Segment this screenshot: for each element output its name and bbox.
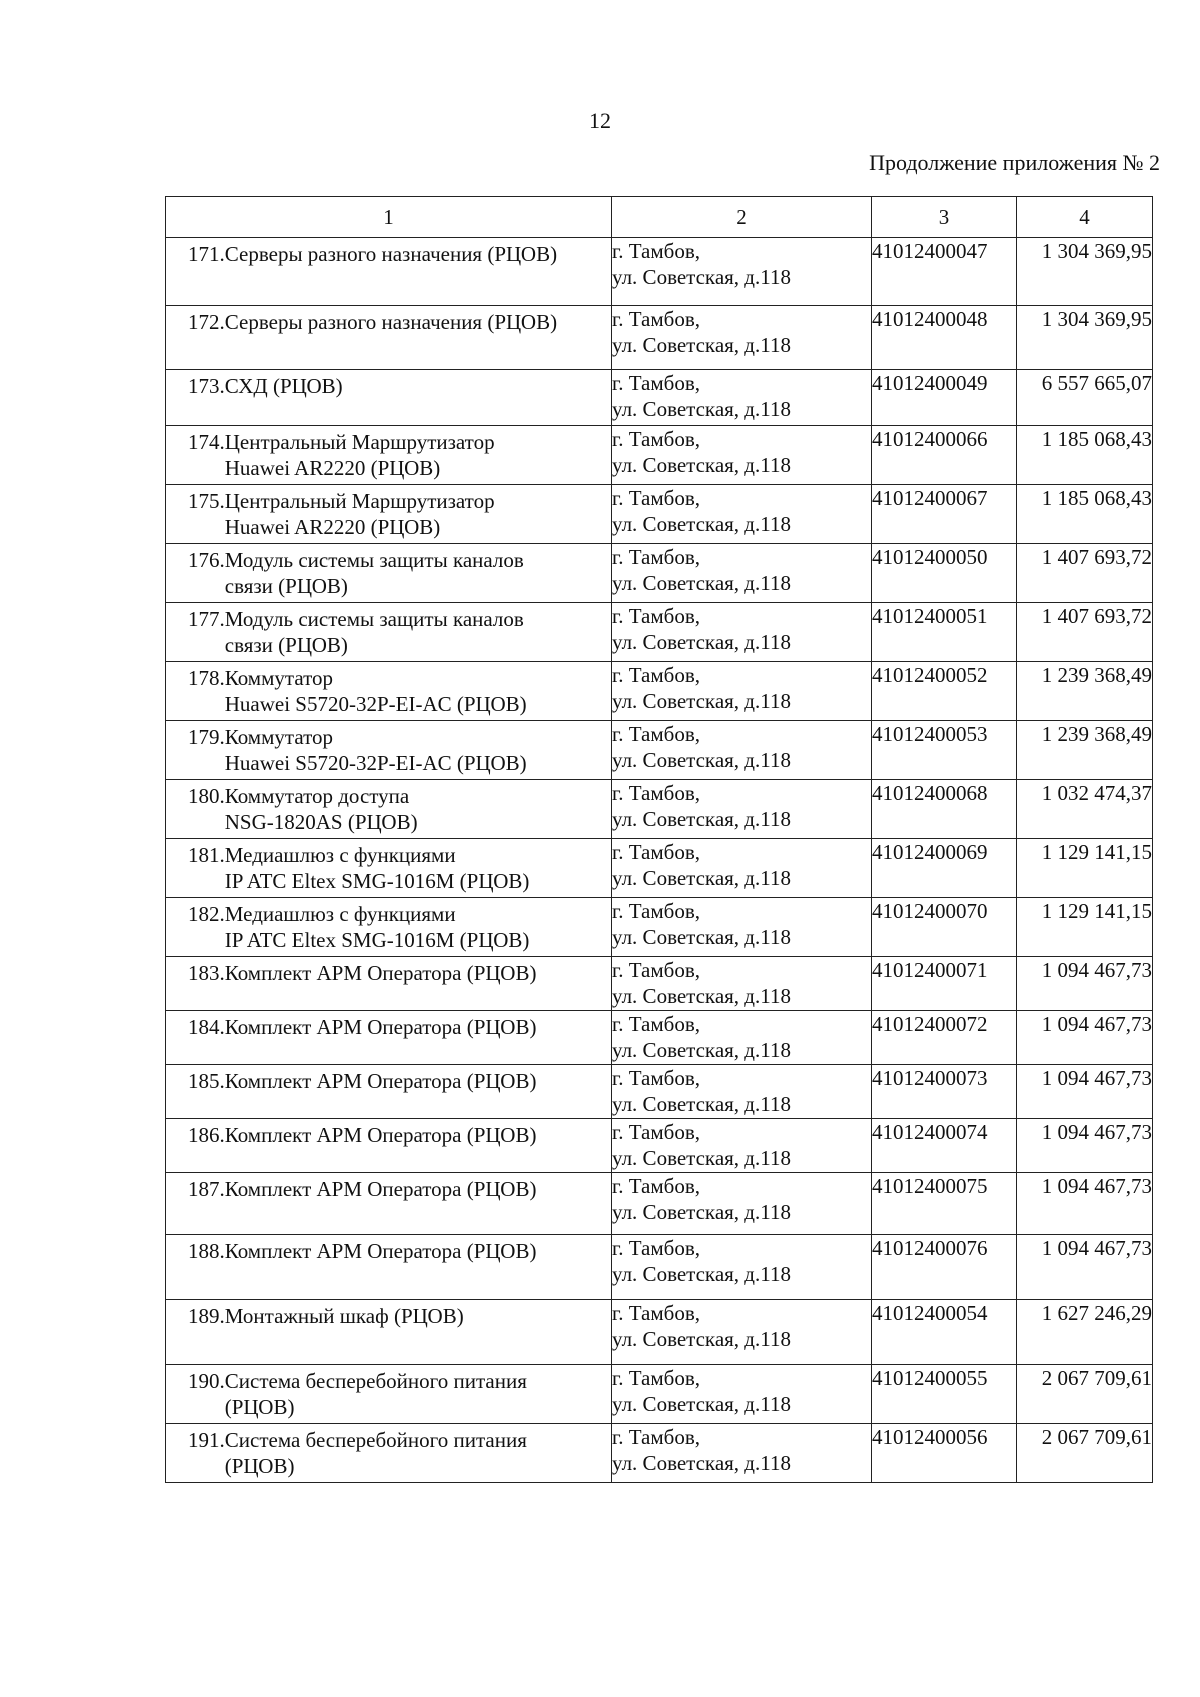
row-number: 174. [188, 430, 225, 454]
item-cost: 1 304 369,95 [1017, 306, 1153, 370]
item-address: г. Тамбов, ул. Советская, д.118 [612, 898, 872, 957]
table-row [166, 1235, 1153, 1300]
item-cell [166, 839, 612, 898]
inventory-number: 41012400055 [872, 1365, 1017, 1424]
item-cost: 1 407 693,72 [1017, 603, 1153, 662]
inventory-number: 41012400052 [872, 662, 1017, 721]
item-address: г. Тамбов, ул. Советская, д.118 [612, 238, 872, 306]
table-row [166, 544, 1153, 603]
item-cost: 6 557 665,07 [1017, 370, 1153, 426]
item-name: Серверы разного назначения (РЦОВ) [224, 310, 558, 334]
column-header-3: 3 [872, 197, 1017, 238]
row-number: 180. [188, 784, 225, 808]
item-address: г. Тамбов, ул. Советская, д.118 [612, 1300, 872, 1365]
inventory-number: 41012400053 [872, 721, 1017, 780]
inventory-number: 41012400050 [872, 544, 1017, 603]
table-row [166, 1424, 1153, 1483]
table-header-row [166, 197, 1153, 238]
inventory-number: 41012400054 [872, 1300, 1017, 1365]
item-name: Модуль системы защиты каналов связи (РЦОВ) [224, 548, 524, 598]
item-address: г. Тамбов, ул. Советская, д.118 [612, 370, 872, 426]
item-cell [166, 1119, 612, 1173]
item-name: Система бесперебойного питания (РЦОВ) [224, 1369, 527, 1419]
item-address: г. Тамбов, ул. Советская, д.118 [612, 839, 872, 898]
item-cell [166, 1365, 612, 1424]
item-name: Коммутатор Huawei S5720-32P-EI-AC (РЦОВ) [224, 666, 527, 716]
item-address: г. Тамбов, ул. Советская, д.118 [612, 485, 872, 544]
row-number: 172. [188, 310, 225, 334]
row-number: 188. [188, 1239, 225, 1263]
inventory-number: 41012400075 [872, 1173, 1017, 1235]
item-address: г. Тамбов, ул. Советская, д.118 [612, 1424, 872, 1483]
item-cell [166, 544, 612, 603]
item-cost: 1 185 068,43 [1017, 426, 1153, 485]
row-number: 190. [188, 1369, 225, 1393]
item-name: Коммутатор доступа NSG-1820AS (РЦОВ) [224, 784, 418, 834]
item-cell [166, 1065, 612, 1119]
table-row [166, 780, 1153, 839]
item-address: г. Тамбов, ул. Советская, д.118 [612, 1173, 872, 1235]
inventory-number: 41012400072 [872, 1011, 1017, 1065]
inventory-number: 41012400074 [872, 1119, 1017, 1173]
item-address: г. Тамбов, ул. Советская, д.118 [612, 1119, 872, 1173]
table-row [166, 1011, 1153, 1065]
item-cost: 1 239 368,49 [1017, 721, 1153, 780]
inventory-number: 41012400076 [872, 1235, 1017, 1300]
row-number: 182. [188, 902, 225, 926]
row-number: 175. [188, 489, 225, 513]
row-number: 186. [188, 1123, 225, 1147]
item-address: г. Тамбов, ул. Советская, д.118 [612, 603, 872, 662]
item-address: г. Тамбов, ул. Советская, д.118 [612, 1365, 872, 1424]
inventory-number: 41012400073 [872, 1065, 1017, 1119]
item-name: Центральный Маршрутизатор Huawei AR2220 (РЦОВ) [224, 489, 495, 539]
table-row [166, 1065, 1153, 1119]
column-header-2: 2 [612, 197, 872, 238]
item-name: Комплект АРМ Оператора (РЦОВ) [224, 1069, 537, 1093]
row-number: 189. [188, 1304, 225, 1328]
table-row [166, 839, 1153, 898]
item-name: Монтажный шкаф (РЦОВ) [224, 1304, 464, 1328]
item-cost: 1 627 246,29 [1017, 1300, 1153, 1365]
item-address: г. Тамбов, ул. Советская, д.118 [612, 780, 872, 839]
item-cell [166, 1300, 612, 1365]
item-cell [166, 780, 612, 839]
item-cost: 1 094 467,73 [1017, 1119, 1153, 1173]
item-cell [166, 1173, 612, 1235]
inventory-number: 41012400066 [872, 426, 1017, 485]
table-row [166, 238, 1153, 306]
row-number: 184. [188, 1015, 225, 1039]
table-row [166, 1365, 1153, 1424]
row-number: 185. [188, 1069, 225, 1093]
item-name: Центральный Маршрутизатор Huawei AR2220 (РЦОВ) [224, 430, 495, 480]
item-address: г. Тамбов, ул. Советская, д.118 [612, 306, 872, 370]
item-name: Система бесперебойного питания (РЦОВ) [224, 1428, 527, 1478]
row-number: 183. [188, 961, 225, 985]
table-row [166, 898, 1153, 957]
table-row [166, 721, 1153, 780]
item-cost: 1 094 467,73 [1017, 1173, 1153, 1235]
table-row [166, 426, 1153, 485]
item-cost: 1 239 368,49 [1017, 662, 1153, 721]
row-number: 187. [188, 1177, 225, 1201]
row-number: 178. [188, 666, 225, 690]
item-address: г. Тамбов, ул. Советская, д.118 [612, 957, 872, 1011]
table-row [166, 1173, 1153, 1235]
item-address: г. Тамбов, ул. Советская, д.118 [612, 1011, 872, 1065]
item-cost: 1 407 693,72 [1017, 544, 1153, 603]
item-cost: 1 129 141,15 [1017, 898, 1153, 957]
table-row [166, 957, 1153, 1011]
inventory-number: 41012400056 [872, 1424, 1017, 1483]
item-address: г. Тамбов, ул. Советская, д.118 [612, 662, 872, 721]
item-name: Коммутатор Huawei S5720-32P-EI-AC (РЦОВ) [224, 725, 527, 775]
inventory-number: 41012400047 [872, 238, 1017, 306]
item-name: Серверы разного назначения (РЦОВ) [224, 242, 558, 266]
inventory-number: 41012400071 [872, 957, 1017, 1011]
appendix-continuation-title: Продолжение приложения № 2 [869, 150, 1160, 175]
item-name: Медиашлюз с функциями IP ATC Eltex SMG-1016M (РЦОВ) [224, 843, 530, 893]
row-number: 181. [188, 843, 225, 867]
row-number: 191. [188, 1428, 225, 1452]
row-number: 173. [188, 374, 225, 398]
inventory-number: 41012400048 [872, 306, 1017, 370]
item-cost: 1 185 068,43 [1017, 485, 1153, 544]
item-cost: 2 067 709,61 [1017, 1365, 1153, 1424]
row-number: 179. [188, 725, 225, 749]
item-address: г. Тамбов, ул. Советская, д.118 [612, 1065, 872, 1119]
item-name: Медиашлюз с функциями IP ATC Eltex SMG-1016M (РЦОВ) [224, 902, 530, 952]
item-name: СХД (РЦОВ) [224, 374, 343, 398]
item-cell [166, 1011, 612, 1065]
item-cell [166, 662, 612, 721]
item-cost: 1 094 467,73 [1017, 1065, 1153, 1119]
table-row [166, 1119, 1153, 1173]
item-cell [166, 485, 612, 544]
item-cost: 2 067 709,61 [1017, 1424, 1153, 1483]
item-name: Комплект АРМ Оператора (РЦОВ) [224, 1123, 537, 1147]
item-cell [166, 898, 612, 957]
item-address: г. Тамбов, ул. Советская, д.118 [612, 1235, 872, 1300]
item-name: Комплект АРМ Оператора (РЦОВ) [224, 1177, 537, 1201]
item-name: Комплект АРМ Оператора (РЦОВ) [224, 1015, 537, 1039]
table-row [166, 662, 1153, 721]
row-number: 171. [188, 242, 225, 266]
item-cell [166, 306, 612, 370]
table-row [166, 370, 1153, 426]
table-row [166, 603, 1153, 662]
item-cell [166, 957, 612, 1011]
item-cell [166, 426, 612, 485]
item-cell [166, 238, 612, 306]
item-cell [166, 370, 612, 426]
item-cell [166, 1235, 612, 1300]
item-address: г. Тамбов, ул. Советская, д.118 [612, 426, 872, 485]
item-cost: 1 129 141,15 [1017, 839, 1153, 898]
column-header-4: 4 [1017, 197, 1153, 238]
page-number: 12 [589, 108, 611, 133]
inventory-number: 41012400067 [872, 485, 1017, 544]
inventory-number: 41012400070 [872, 898, 1017, 957]
row-number: 176. [188, 548, 225, 572]
item-cell [166, 721, 612, 780]
inventory-number: 41012400051 [872, 603, 1017, 662]
table-row [166, 306, 1153, 370]
item-cost: 1 032 474,37 [1017, 780, 1153, 839]
item-cost: 1 094 467,73 [1017, 1235, 1153, 1300]
item-cost: 1 094 467,73 [1017, 957, 1153, 1011]
item-name: Комплект АРМ Оператора (РЦОВ) [224, 1239, 537, 1263]
inventory-number: 41012400068 [872, 780, 1017, 839]
item-address: г. Тамбов, ул. Советская, д.118 [612, 544, 872, 603]
item-name: Комплект АРМ Оператора (РЦОВ) [224, 961, 537, 985]
property-table [165, 196, 1153, 1483]
item-cost: 1 304 369,95 [1017, 238, 1153, 306]
table-row [166, 485, 1153, 544]
inventory-number: 41012400049 [872, 370, 1017, 426]
table-row [166, 1300, 1153, 1365]
item-address: г. Тамбов, ул. Советская, д.118 [612, 721, 872, 780]
item-name: Модуль системы защиты каналов связи (РЦОВ) [224, 607, 524, 657]
item-cell [166, 603, 612, 662]
item-cost: 1 094 467,73 [1017, 1011, 1153, 1065]
inventory-number: 41012400069 [872, 839, 1017, 898]
item-cell [166, 1424, 612, 1483]
row-number: 177. [188, 607, 225, 631]
column-header-1: 1 [166, 197, 612, 238]
